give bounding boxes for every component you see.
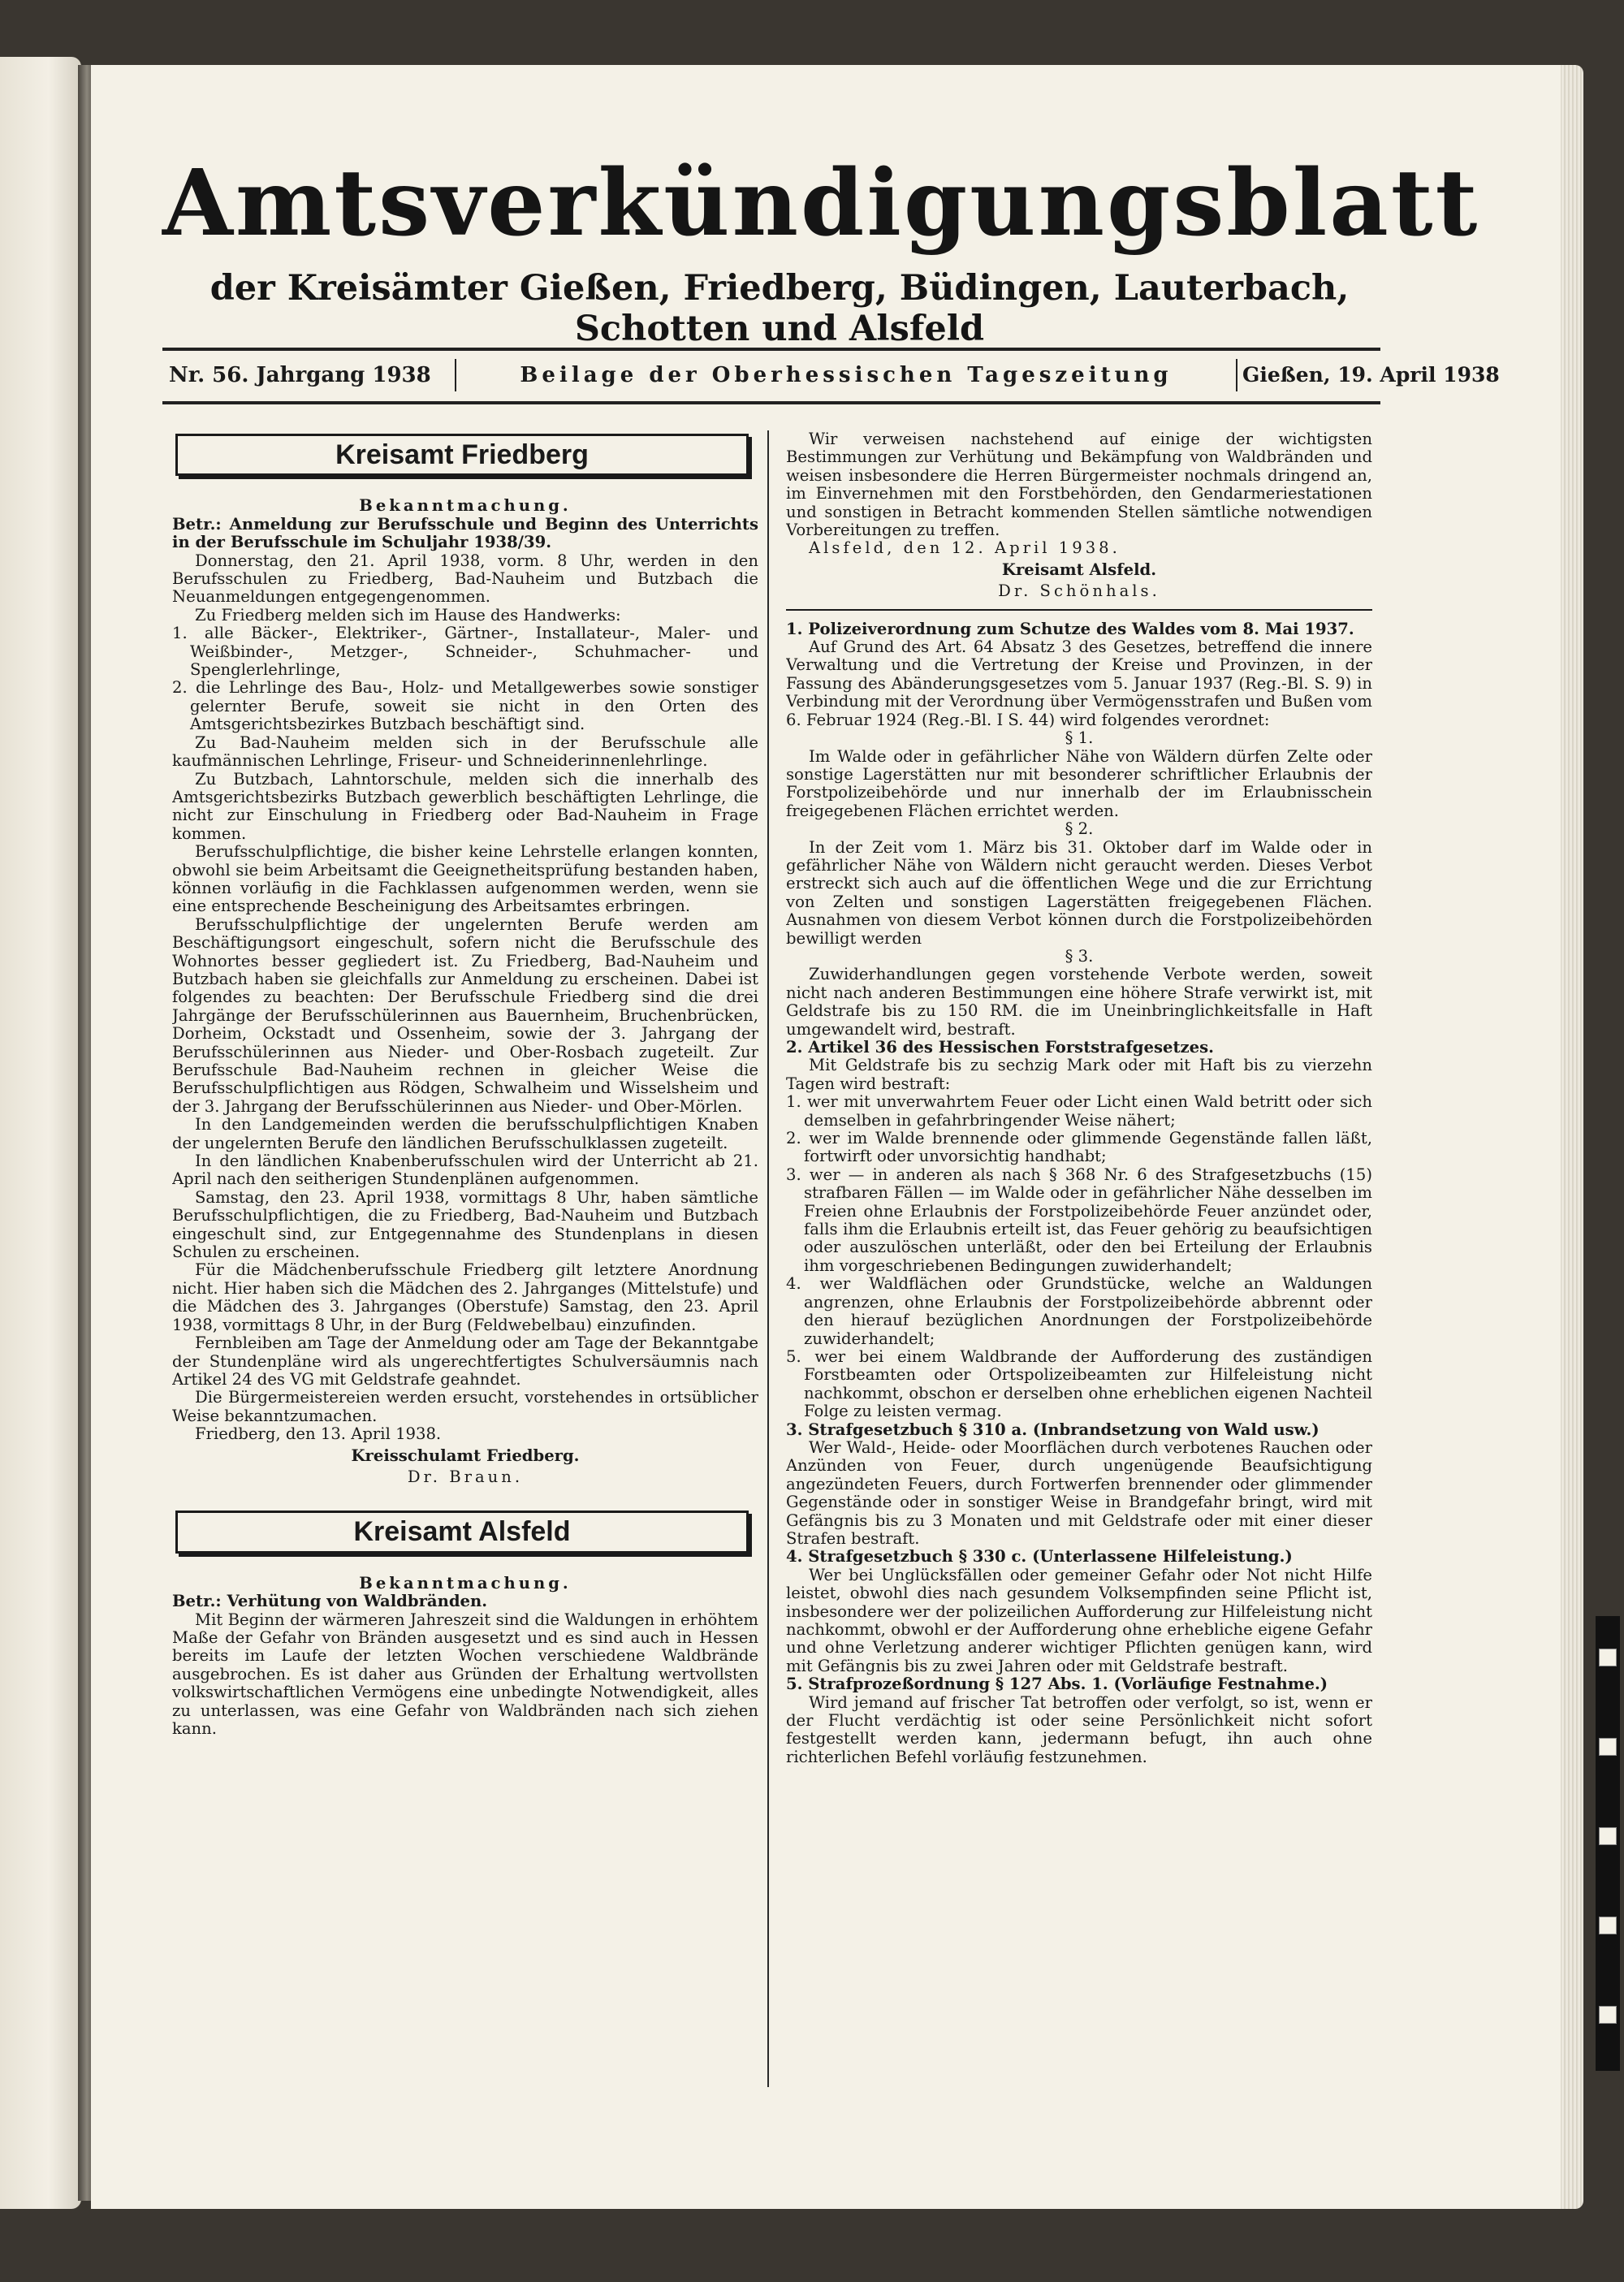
list-item: 1. wer mit unverwahrtem Feuer oder Licht einen Wald betritt oder sich demselben in gefahrbringender Weise nähert; bbox=[786, 1092, 1372, 1130]
list-item: 2. wer im Walde brennende oder glimmende Gegenstände fallen läßt, fortwirft oder unvorsichtig handhabt; bbox=[786, 1129, 1372, 1166]
law-title: 4. Strafgesetzbuch § 330 c. (Unterlassene Hilfeleistung.) bbox=[786, 1547, 1293, 1567]
paragraph: Wer bei Unglücksfällen oder gemeiner Gefahr oder Not nicht Hilfe leistet, obwohl dies nach gesundem Volksempfinden seine Pflicht ist, insbesondere wer der polizeilichen Aufforderung zur Hilfeleistung nicht nachkommt, obwohl er der Aufforderung ohne erhebliche eigene Gefahr und ohne Verletzung anderer wichtiger Pflichten genügen kann, wird mit Gefängnis bis zu zwei Jahren oder mit Geldstrafe bestraft. bbox=[786, 1565, 1372, 1675]
section-rule bbox=[786, 609, 1372, 611]
list-item: 5. wer bei einem Waldbrande der Aufforderung des zuständigen Forstbeamten oder Ortspolizeibeamten zur Hilfeleistung nicht nachkommt, obschon er derselben ohne erheblichen eigenen Nachteil Folge zu leisten vermag. bbox=[786, 1346, 1372, 1421]
notice-title: Bekanntmachung. bbox=[359, 1573, 572, 1593]
section-sign: § 3. bbox=[1065, 946, 1094, 966]
masthead-title: Amtsverkündigungsblatt bbox=[162, 150, 1480, 257]
facing-page-edge bbox=[0, 57, 81, 2209]
paragraph: Zu Butzbach, Lahntorschule, melden sich die innerhalb des Amtsgerichtsbezirks Butzbach gewerblich beschäftigten Lehrlinge, die nicht zur Einschulung in Friedberg oder Bad-Nauheim in Frage kommen. bbox=[172, 769, 758, 843]
section-heading-friedberg: Kreisamt Friedberg bbox=[175, 434, 749, 476]
notice-title: Bekanntmachung. bbox=[359, 496, 572, 516]
paragraph: Donnerstag, den 21. April 1938, vorm. 8 Uhr, werden in den Berufsschulen zu Friedberg, Bad-Nauheim und Butzbach die Neuanmeldungen entgegengenommen. bbox=[172, 551, 758, 607]
section-sign: § 1. bbox=[1065, 728, 1094, 748]
section-sign: § 2. bbox=[1065, 819, 1094, 839]
list-item: 4. wer Waldflächen oder Grundstücke, welche an Waldungen angrenzen, ohne Erlaubnis der Forstpolizeibehörde abbrennt oder den hierauf bezüglichen Anordnungen der Forstpolizeibehörde zuwiderhandelt; bbox=[786, 1274, 1372, 1348]
paragraph: Berufsschulpflichtige, die bisher keine Lehrstelle erlangen konnten, obwohl sie beim Arbeitsamt die Geeignetheitsprüfung bestanden haben, können vorläufig in die Fachklassen aufgenommen werden, wenn sie eine entsprechende Bescheinigung des Arbeitsamtes erbringen. bbox=[172, 842, 758, 916]
paragraph: Mit Beginn der wärmeren Jahreszeit sind die Waldungen in erhöhtem Maße der Gefahr von Bränden ausgesetzt und es sind auch in Hessen bereits im Laufe der letzten Wochen verschiedene Waldbrände ausgebrochen. Es ist daher aus Gründen der Erhaltung wertvollsten volkswirtschaftlichen Vermögens eine unbedingte Notwendigkeit, alles zu unterlassen, was eine Gefahr von Waldbränden nach sich ziehen kann. bbox=[172, 1610, 758, 1738]
paragraph: Die Bürgermeistereien werden ersucht, vorstehendes in ortsüblicher Weise bekanntzumachen. bbox=[172, 1388, 758, 1425]
paragraph: Wer Wald-, Heide- oder Moorflächen durch verbotenes Rauchen oder Anzünden von Feuer, durch ungenügende Beaufsichtigung angezündeten Feuers, durch Fortwerfen brennender oder glimmender Gegenstände oder in sonstiger Weise in Brandgefahr bringt, wird mit Gefängnis bis zu 3 Monaten und mit Geldstrafe oder mit einer dieser Strafen bestraft. bbox=[786, 1437, 1372, 1548]
signature: Dr. Braun. bbox=[407, 1467, 524, 1486]
issue-date: Gießen, 19. April 1938 bbox=[1242, 363, 1500, 387]
issue-bar bbox=[162, 348, 1500, 404]
right-column bbox=[786, 430, 1372, 2014]
list-item: 2. die Lehrlinge des Bau-, Holz- und Metallgewerbes sowie sonstiger gelernter Berufe, soweit sie nicht in den Orten des Amtsgerichtsbezirkes Butzbach beschäftigt sind. bbox=[172, 678, 758, 734]
paragraph: In den ländlichen Knabenberufsschulen wird der Unterricht ab 21. April nach den seitherigen Stundenplänen aufgenommen. bbox=[172, 1152, 758, 1189]
masthead-subtitle: der Kreisämter Gießen, Friedberg, Büdingen, Lauterbach, Schotten und Alsfeld bbox=[209, 268, 1350, 349]
issue-number: Nr. 56. Jahrgang 1938 bbox=[169, 363, 431, 387]
law-title: 5. Strafprozeßordnung § 127 Abs. 1. (Vorläufige Festnahme.) bbox=[786, 1675, 1328, 1694]
paragraph: Wird jemand auf frischer Tat betroffen oder verfolgt, so ist, wenn er der Flucht verdächtig ist oder seine Persönlichkeit nicht sofort festgestellt werden kann, jedermann befugt, ihn auch ohne richterlichen Befehl vorläufig festzunehmen. bbox=[786, 1692, 1372, 1766]
left-column bbox=[172, 430, 758, 2014]
authority: Kreisschulamt Friedberg. bbox=[351, 1446, 580, 1465]
paragraph: In der Zeit vom 1. März bis 31. Oktober darf im Walde oder in gefährlicher Nähe von Wäldern nicht geraucht werden. Dieses Verbot erstreckt sich auch auf die öffentlichen Wege und die zur Errichtung von Zelten und sonstigen Lagerstätten freigegebenen Flächen. Ausnahmen von diesem Verbot können durch die Forstpolizeibehörden bewilligt werden bbox=[786, 837, 1372, 948]
paragraph: Zu Friedberg melden sich im Hause des Handwerks: bbox=[195, 605, 621, 625]
paragraph: Samstag, den 23. April 1938, vormittags 8 Uhr, haben sämtliche Berufsschulpflichtigen, die zu Friedberg, Bad-Nauheim und Butzbach eingeschult sind, zur Entgegennahme des Stundenplans in diesen Schulen zu erscheinen. bbox=[172, 1187, 758, 1262]
paragraph: Fernbleiben am Tage der Anmeldung oder am Tage der Bekanntgabe der Stundenpläne wird als ungerechtfertigtes Schulversäumnis nach Artikel 24 des VG mit Geldstrafe geahndet. bbox=[172, 1333, 758, 1389]
paragraph: Berufsschulpflichtige der ungelernten Berufe werden am Beschäftigungsort eingeschult, sofern nicht die Berufsschule des Wohnortes besser gegliedert ist. Zu Friedberg, Bad-Nauheim und Butzbach haben sie gleichfalls zur Anmeldung zu erscheinen. Dabei ist folgendes zu beachten: Der Berufsschule Friedberg sind die drei Jahrgänge der Berufsschülerinnen aus Bauernheim, Bruchenbrücken, Dorheim, Ockstadt und Ossenheim, sowie der 3. Jahrgang der Berufsschülerinnen aus Nieder- und Ober-Rosbach zugeteilt. Zur Berufsschule Bad-Nauheim rechnen in gleicher Weise die Berufsschulpflichtigen aus Rödgen, Schwalheim und Wisselsheim und der 3. Jahrgang der Berufsschülerinnen aus Nieder- und Ober-Mörlen. bbox=[172, 914, 758, 1116]
paragraph: In den Landgemeinden werden die berufsschulpflichtigen Knaben der ungelernten Berufe den ländlichen Berufsschulklassen zugeteilt. bbox=[172, 1115, 758, 1152]
paragraph: Mit Geldstrafe bis zu sechzig Mark oder mit Haft bis zu vierzehn Tagen wird bestraft: bbox=[786, 1056, 1372, 1093]
notice-subject: Betr.: Anmeldung zur Berufsschule und Beginn des Unterrichts in der Berufsschule im Schuljahr 1938/39. bbox=[172, 514, 758, 552]
paragraph: Für die Mädchenberufsschule Friedberg gilt letztere Anordnung nicht. Hier haben sich die Mädchen des 2. Jahrganges (Mittelstufe) und die Mädchen des 3. Jahrganges (Oberstufe) Samstag, den 23. April 1938, vormittags 8 Uhr, in der Burg (Feldwebelbau) einzufinden. bbox=[172, 1260, 758, 1334]
paragraph: Im Walde oder in gefährlicher Nähe von Wäldern dürfen Zelte oder sonstige Lagerstätten nur mit besonderer schriftlicher Erlaubnis der Forstpolizeibehörde und nur innerhalb der im Erlaubnisschein freigegebenen Flächen errichtet werden. bbox=[786, 746, 1372, 820]
column-divider bbox=[767, 430, 769, 2087]
signature: Dr. Schönhals. bbox=[998, 581, 1160, 601]
notice-subject: Betr.: Verhütung von Waldbränden. bbox=[172, 1592, 488, 1611]
issue-supplement: Beilage der Oberhessischen Tageszeitung bbox=[455, 359, 1237, 391]
place-date: Friedberg, den 13. April 1938. bbox=[195, 1424, 442, 1444]
law-title: 2. Artikel 36 des Hessischen Forststrafgesetzes. bbox=[786, 1038, 1214, 1057]
place-date: Alsfeld, den 12. April 1938. bbox=[809, 538, 1121, 558]
list-item: 1. alle Bäcker-, Elektriker-, Gärtner-, Installateur-, Maler- und Weißbinder-, Metzger-, Schneider-, Schuhmacher- und Spenglerlehrlinge, bbox=[172, 624, 758, 680]
law-title: 1. Polizeiverordnung zum Schutze des Waldes vom 8. Mai 1937. bbox=[786, 619, 1354, 638]
law-title: 3. Strafgesetzbuch § 310 a. (Inbrandsetzung von Wald usw.) bbox=[786, 1420, 1320, 1439]
scan-color-ruler bbox=[1596, 1616, 1620, 2071]
paragraph: Zuwiderhandlungen gegen vorstehende Verbote werden, soweit nicht nach anderen Bestimmungen eine höhere Strafe verwirkt ist, mit Geldstrafe bis zu 150 RM. die im Uneinbringlichkeitsfalle in Haft umgewandelt wird, bestraft. bbox=[786, 965, 1372, 1039]
paragraph: Wir verweisen nachstehend auf einige der wichtigsten Bestimmungen zur Verhütung und Bekämpfung von Waldbränden und weisen insbesondere die Herren Bürgermeister nochmals dringend an, im Einvernehmen mit den Forstbehörden, den Gendarmeriestationen und sonstigen in Betracht kommenden Stellen sämtliche notwendigen Vorbereitungen zu treffen. bbox=[786, 430, 1372, 540]
paragraph: Zu Bad-Nauheim melden sich in der Berufsschule alle kaufmännischen Lehrlinge, Friseur- und Schneiderinnenlehrlinge. bbox=[172, 733, 758, 771]
section-heading-alsfeld: Kreisamt Alsfeld bbox=[175, 1511, 749, 1553]
authority: Kreisamt Alsfeld. bbox=[1001, 560, 1157, 579]
list-item: 3. wer — in anderen als nach § 368 Nr. 6 des Strafgesetzbuchs (15) strafbaren Fällen — im Walde oder in gefährlicher Nähe desselben im Freien ohne Erlaubnis der Forstpolizeibehörde Feuer anzündet oder, falls ihm die Erlaubnis erteilt ist, das Feuer gehörig zu beaufsichtigen oder auszulöschen unterläßt, oder den bei Erteilung der Erlaubnis ihm vorgeschriebenen Bedingungen zuwiderhandelt; bbox=[786, 1165, 1372, 1275]
paragraph: Auf Grund des Art. 64 Absatz 3 des Gesetzes, betreffend die innere Verwaltung und die Vertretung der Kreise und Provinzen, in der Fassung des Abänderungsgesetzes vom 5. Januar 1937 (Reg.-Bl. S. 9) in Verbindung mit der Verordnung über Vermögensstrafen und Bußen vom 6. Februar 1924 (Reg.-Bl. I S. 44) wird folgendes verordnet: bbox=[786, 637, 1372, 729]
page-stack-edge bbox=[1561, 65, 1583, 2209]
